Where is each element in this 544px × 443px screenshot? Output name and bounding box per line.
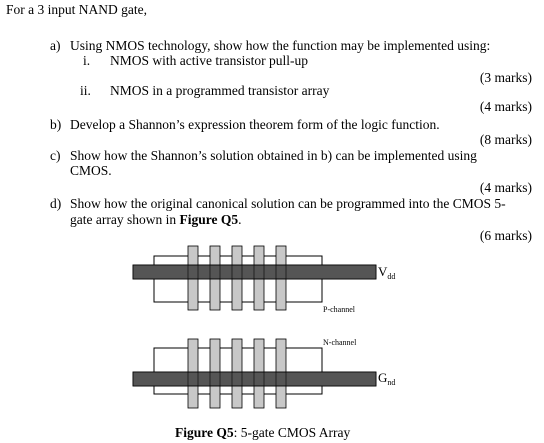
question-d-marker: d): [50, 196, 62, 211]
question-c-marks: (4 marks): [479, 180, 532, 195]
p-channel-gate-5: [276, 246, 286, 310]
question-a-ii-marker: ii.: [80, 83, 91, 98]
question-c-line1: Show how the Shannon’s solution obtained in b) can be implemented using: [70, 148, 477, 163]
question-b-marks: (8 marks): [479, 132, 532, 147]
gnd-rail: [133, 372, 376, 386]
gnd-label: [378, 370, 395, 387]
question-d-line2-suffix: .: [238, 212, 242, 227]
question-b-text: Develop a Shannon’s expression theorem form of the logic function.: [70, 117, 440, 132]
p-channel-gate-crossing-3: [232, 265, 242, 279]
p-channel-region: [154, 256, 322, 302]
n-channel-gate-crossing-4: [254, 372, 264, 386]
vdd-sub: dd: [387, 272, 396, 281]
intro-text: For a 3 input NAND gate,: [6, 2, 147, 17]
n-channel-gate-crossing-3: [232, 372, 242, 386]
n-channel-gate-2: [210, 339, 220, 408]
question-c-line2: CMOS.: [70, 163, 112, 178]
figure-caption: [175, 425, 350, 440]
n-channel-label: N-channel: [323, 338, 357, 347]
figure-reference: Figure Q5: [179, 212, 239, 227]
question-d-line2-prefix: gate array shown in: [70, 212, 180, 227]
vdd-main: V: [378, 264, 388, 279]
n-channel-gate-3: [232, 339, 242, 408]
question-b-marker: b): [50, 117, 62, 132]
p-channel-gate-crossing-1: [188, 265, 198, 279]
n-channel-gate-1: [188, 339, 198, 408]
question-a-ii-text: NMOS in a programmed transistor array: [110, 83, 330, 98]
n-channel-rail-overlay: [133, 372, 376, 386]
question-a-marker: a): [50, 38, 61, 53]
question-d-marks: (6 marks): [479, 228, 532, 243]
p-channel-gate-crossing-5: [276, 265, 286, 279]
n-channel-gate-4: [254, 339, 264, 408]
p-channel-gate-crossing-4: [254, 265, 264, 279]
n-channel-gate-5: [276, 339, 286, 408]
question-a-i-marker: i.: [83, 53, 91, 68]
question-a-text: Using NMOS technology, show how the function may be implemented using:: [70, 38, 491, 53]
p-channel-rail-overlay: [133, 265, 376, 279]
question-d-line1: Show how the original canonical solution can be programmed into the CMOS 5-: [70, 196, 506, 211]
p-channel-gate-2: [210, 246, 220, 310]
p-channel-gate-1: [188, 246, 198, 310]
p-channel-label: P-channel: [323, 305, 355, 314]
n-channel-gate-crossing-1: [188, 372, 198, 386]
p-channel-gate-crossing-2: [210, 265, 220, 279]
question-a-i-marks: (3 marks): [479, 70, 532, 85]
gnd-sub: nd: [387, 378, 396, 387]
question-a-ii-marks: (4 marks): [479, 99, 532, 114]
p-channel-gate-4: [254, 246, 264, 310]
gnd-main: G: [378, 370, 388, 385]
n-channel-gate-crossing-5: [276, 372, 286, 386]
question-c-marker: c): [50, 148, 61, 163]
p-channel-gate-3: [232, 246, 242, 310]
caption-bold: Figure Q5: [175, 425, 234, 440]
question-a-i-text: NMOS with active transistor pull-up: [110, 53, 308, 68]
n-channel-region: [154, 348, 322, 394]
n-channel-gate-crossing-2: [210, 372, 220, 386]
vdd-label: [378, 264, 395, 281]
vdd-rail: [133, 265, 376, 279]
question-d-line2: [70, 212, 241, 228]
caption-rest: : 5-gate CMOS Array: [233, 425, 351, 440]
